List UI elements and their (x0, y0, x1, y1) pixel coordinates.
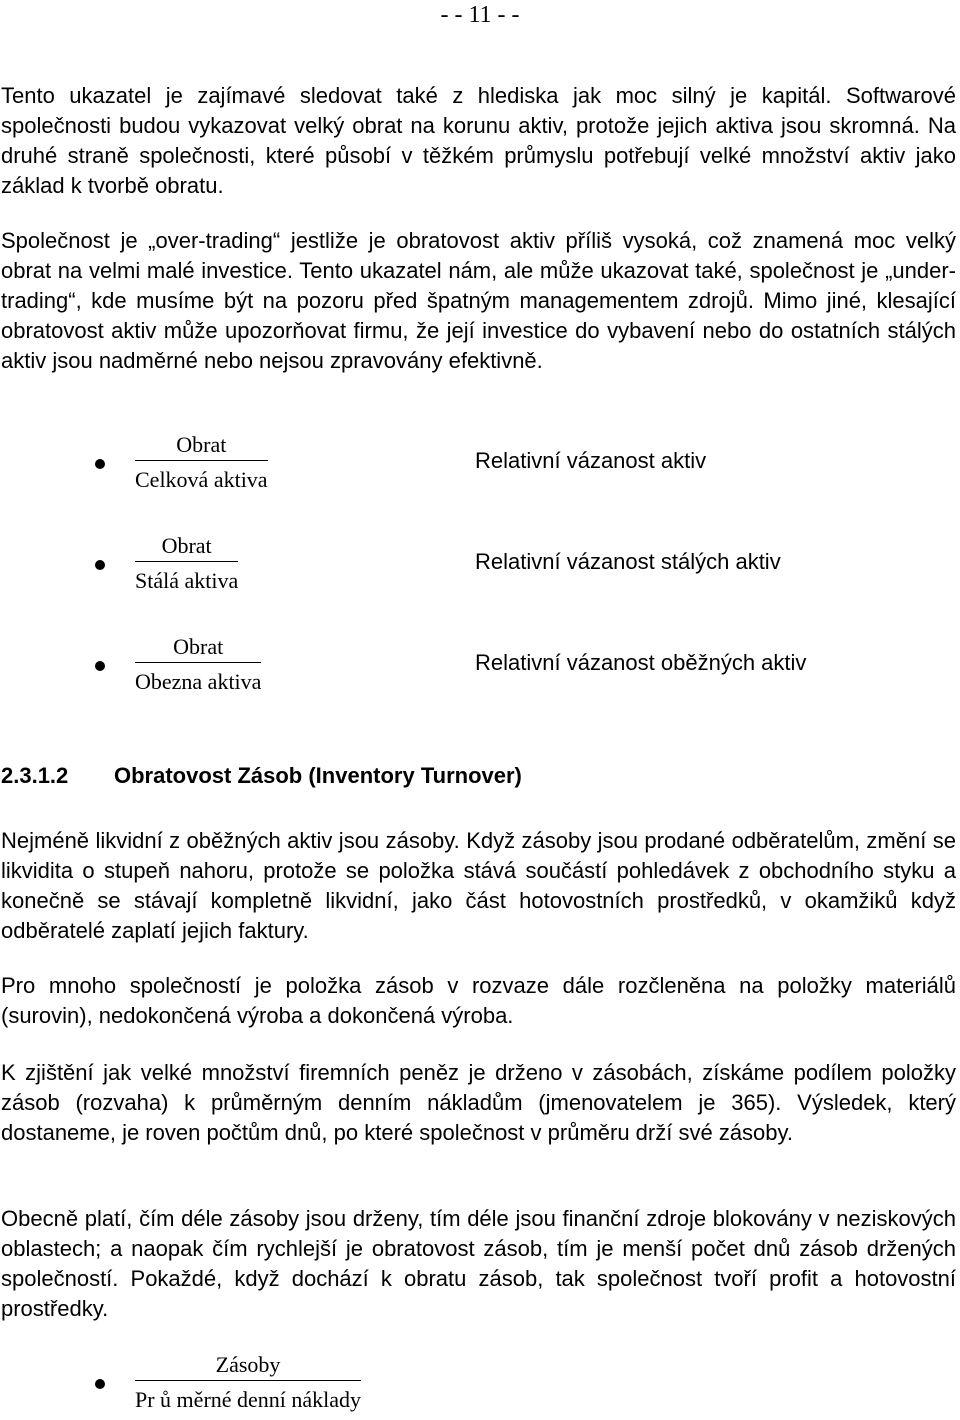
fraction-numerator: Obrat (135, 531, 238, 562)
formula-label: Relativní vázanost stálých aktiv (475, 549, 781, 574)
section-number: 2.3.1.2 (1, 763, 69, 788)
bullet-icon (95, 1379, 105, 1389)
section-heading (1, 761, 522, 791)
fraction-denominator: Obezna aktiva (135, 669, 262, 694)
fraction-numerator: Zásoby (135, 1350, 361, 1381)
paragraph: Pro mnoho společností je položka zásob v rozvaze dále rozčleněna na položky materiálů (surovin), nedokončená výroba a dokončená výroba. (1, 973, 956, 1028)
fraction (135, 1350, 361, 1417)
formula-item (0, 430, 960, 500)
formula-item (0, 1350, 960, 1420)
fraction-numerator: Obrat (135, 632, 261, 663)
bullet-icon (95, 560, 105, 570)
paragraph: Tento ukazatel je zajímavé sledovat také z hlediska jak moc silný je kapitál. Softwarové společnosti budou vykazovat velký obrat na korunu aktiv, protože jejich aktiva jsou skromná. Na druhé straně společnosti, které působí v těžkém průmyslu potřebují velké množství aktiv jako základ k tvorbě obratu. (1, 83, 956, 198)
fraction-numerator: Obrat (135, 430, 268, 461)
paragraph: Nejméně likvidní z oběžných aktiv jsou zásoby. Když zásoby jsou prodané odběratelům, změní se likvidita o stupeň nahoru, protože se položka stává součástí pohledávek z obchodního styku a konečně se stávají kompletně likvidní, jako část hotovostních prostředků, v okamžiků když odběratelé zaplatí jejich faktury. (1, 828, 956, 943)
fraction (135, 531, 238, 598)
formula-label: Relativní vázanost oběžných aktiv (475, 650, 807, 675)
fraction (135, 430, 268, 497)
section-title: Obratovost Zásob (Inventory Turnover) (114, 763, 522, 788)
paragraph: Společnost je „over-trading“ jestliže je obratovost aktiv příliš vysoká, což znamená moc velký obrat na velmi malé investice. Tento ukazatel nám, ale může ukazovat také, společnost je „under-trading“, kde musíme být na pozoru před špatným managementem zdrojů. Mimo jiné, klesající obratovost aktiv může upozorňovat firmu, že její investice do vybavení nebo do ostatních stálých aktiv jsou nadměrné nebo nejsou zpravovány efektivně. (1, 228, 956, 373)
fraction (135, 632, 261, 699)
bullet-icon (95, 459, 105, 469)
page-number: - - 11 - - (440, 2, 520, 28)
fraction-denominator: Pr ů měrné denní náklady (135, 1387, 362, 1412)
paragraph: K zjištění jak velké množství firemních peněz je drženo v zásobách, získáme podílem položky zásob (rozvaha) k průměrným denním nákladům (jmenovatelem je 365). Výsledek, který dostaneme, je roven počtům dnů, po které společnost v průměru drží své zásoby. (1, 1060, 956, 1145)
formula-item (0, 632, 960, 702)
bullet-icon (95, 661, 105, 671)
paragraph: Obecně platí, čím déle zásoby jsou drženy, tím déle jsou finanční zdroje blokovány v neziskových oblastech; a naopak čím rychlejší je obratovost zásob, tím je menší počet dnů zásob držených společností. Pokaždé, když dochází k obratu zásob, tak společnost tvoří profit a hotovostní prostředky. (1, 1206, 956, 1321)
fraction-denominator: Celková aktiva (135, 467, 268, 492)
formula-label: Relativní vázanost aktiv (475, 448, 707, 473)
fraction-denominator: Stálá aktiva (135, 568, 239, 593)
formula-item (0, 531, 960, 601)
